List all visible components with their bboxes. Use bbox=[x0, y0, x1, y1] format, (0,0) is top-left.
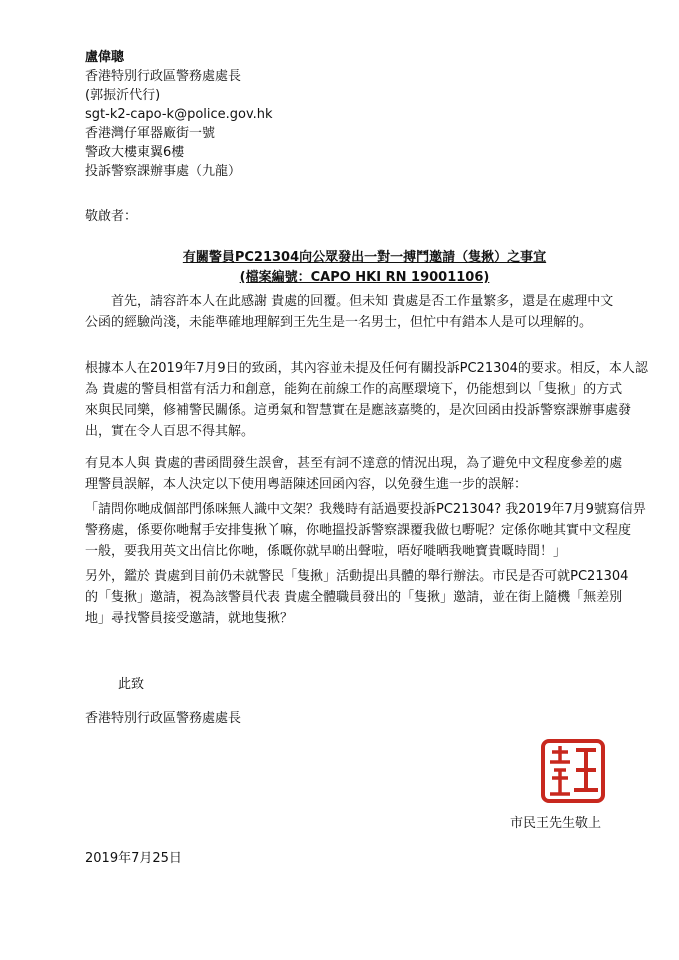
text-line: 理警員誤解，本人決定以下使用粵語陳述回函內容，以免發生進一步的誤解： bbox=[85, 477, 528, 492]
text-line: 警務處，係要你哋幫手安排隻揪丫嘛，你哋搵投訴警察課覆我做乜嘢呢？定係你哋其實中文程度 bbox=[85, 523, 632, 538]
paragraph-question bbox=[85, 566, 628, 629]
salutation: 敬啟者： bbox=[85, 209, 138, 224]
text-line: 「請問你哋成個部門係咪無人識中文架？我幾時有話過要投訴PC21304? 我2019年7月9號寫信畀 bbox=[85, 502, 646, 517]
text-line: 出，實在令人百思不得其解。 bbox=[85, 424, 255, 439]
recipient-name: 盧偉聰 bbox=[85, 50, 125, 65]
letter-title bbox=[0, 248, 679, 288]
signature: 市民王先生敬上 bbox=[510, 816, 602, 831]
text-line: 的「隻揪」邀請，視為該警員代表 貴處全體職員發出的「隻揪」邀請，並在街上隨機「無差別 bbox=[85, 590, 623, 605]
email-address: sgt-k2-capo-k@police.gov.hk bbox=[85, 107, 273, 122]
text-line: 來與民同樂，修補警民關係。這勇氣和智慧實在是應該嘉獎的，是次回函由投訴警察課辦事處發 bbox=[85, 403, 632, 418]
sender-address-block bbox=[85, 48, 273, 181]
address-line: 香港特別行政區警務處處長 bbox=[85, 69, 242, 84]
closing: 此致 bbox=[118, 677, 145, 692]
text-line: 有見本人與 貴處的書函間發生誤會，甚至有詞不達意的情況出現，為了避免中文程度參差的處 bbox=[85, 456, 623, 471]
text-line: 根據本人在2019年7月9日的致函，其內容並未提及任何有關投訴PC21304的要求。相反，本人認 bbox=[85, 361, 648, 376]
closing-recipient: 香港特別行政區警務處處長 bbox=[85, 711, 242, 726]
paragraph-thanks bbox=[85, 291, 613, 333]
paragraph-clarification bbox=[85, 358, 648, 442]
text-line: 地」尋找警員接受邀請，就地隻揪？ bbox=[85, 611, 294, 626]
reference-number: (檔案編號：CAPO HKI RN 19001106) bbox=[239, 270, 490, 285]
address-line: 香港灣仔軍器廠街一號 bbox=[85, 126, 216, 141]
address-line: (郭振沂代行) bbox=[85, 88, 161, 103]
letter-date: 2019年7月25日 bbox=[85, 851, 182, 866]
text-line: 一般，要我用英文出信比你哋，係嘅你就早啲出聲啦，唔好嘥晒我哋寶貴嘅時間！」 bbox=[85, 544, 567, 559]
text-line: 為 貴處的警員相當有活力和創意，能夠在前線工作的高壓環境下，仍能想到以「隻揪」的方式 bbox=[85, 382, 623, 397]
text-line: 首先，請容許本人在此感謝 貴處的回覆。但未知 貴處是否工作量繁多，還是在處理中文 bbox=[85, 294, 614, 309]
address-line: 警政大樓東翼6樓 bbox=[85, 145, 185, 160]
text-line: 另外，鑑於 貴處到目前仍未就警民「隻揪」活動提出具體的舉行辦法。市民是否可就PC21304 bbox=[85, 569, 629, 584]
text-line: 公函的經驗尚淺，未能準確地理解到王先生是一名男士，但忙中有錯本人是可以理解的。 bbox=[85, 315, 593, 330]
subject-line: 有關警員PC21304向公眾發出一對一搏鬥邀請（隻揪）之事宜 bbox=[182, 250, 547, 265]
paragraph-cantonese-quote bbox=[85, 499, 646, 562]
address-line: 投訴警察課辦事處（九龍） bbox=[85, 164, 242, 179]
paragraph-misunderstanding bbox=[85, 453, 622, 495]
red-seal-stamp bbox=[540, 738, 606, 804]
